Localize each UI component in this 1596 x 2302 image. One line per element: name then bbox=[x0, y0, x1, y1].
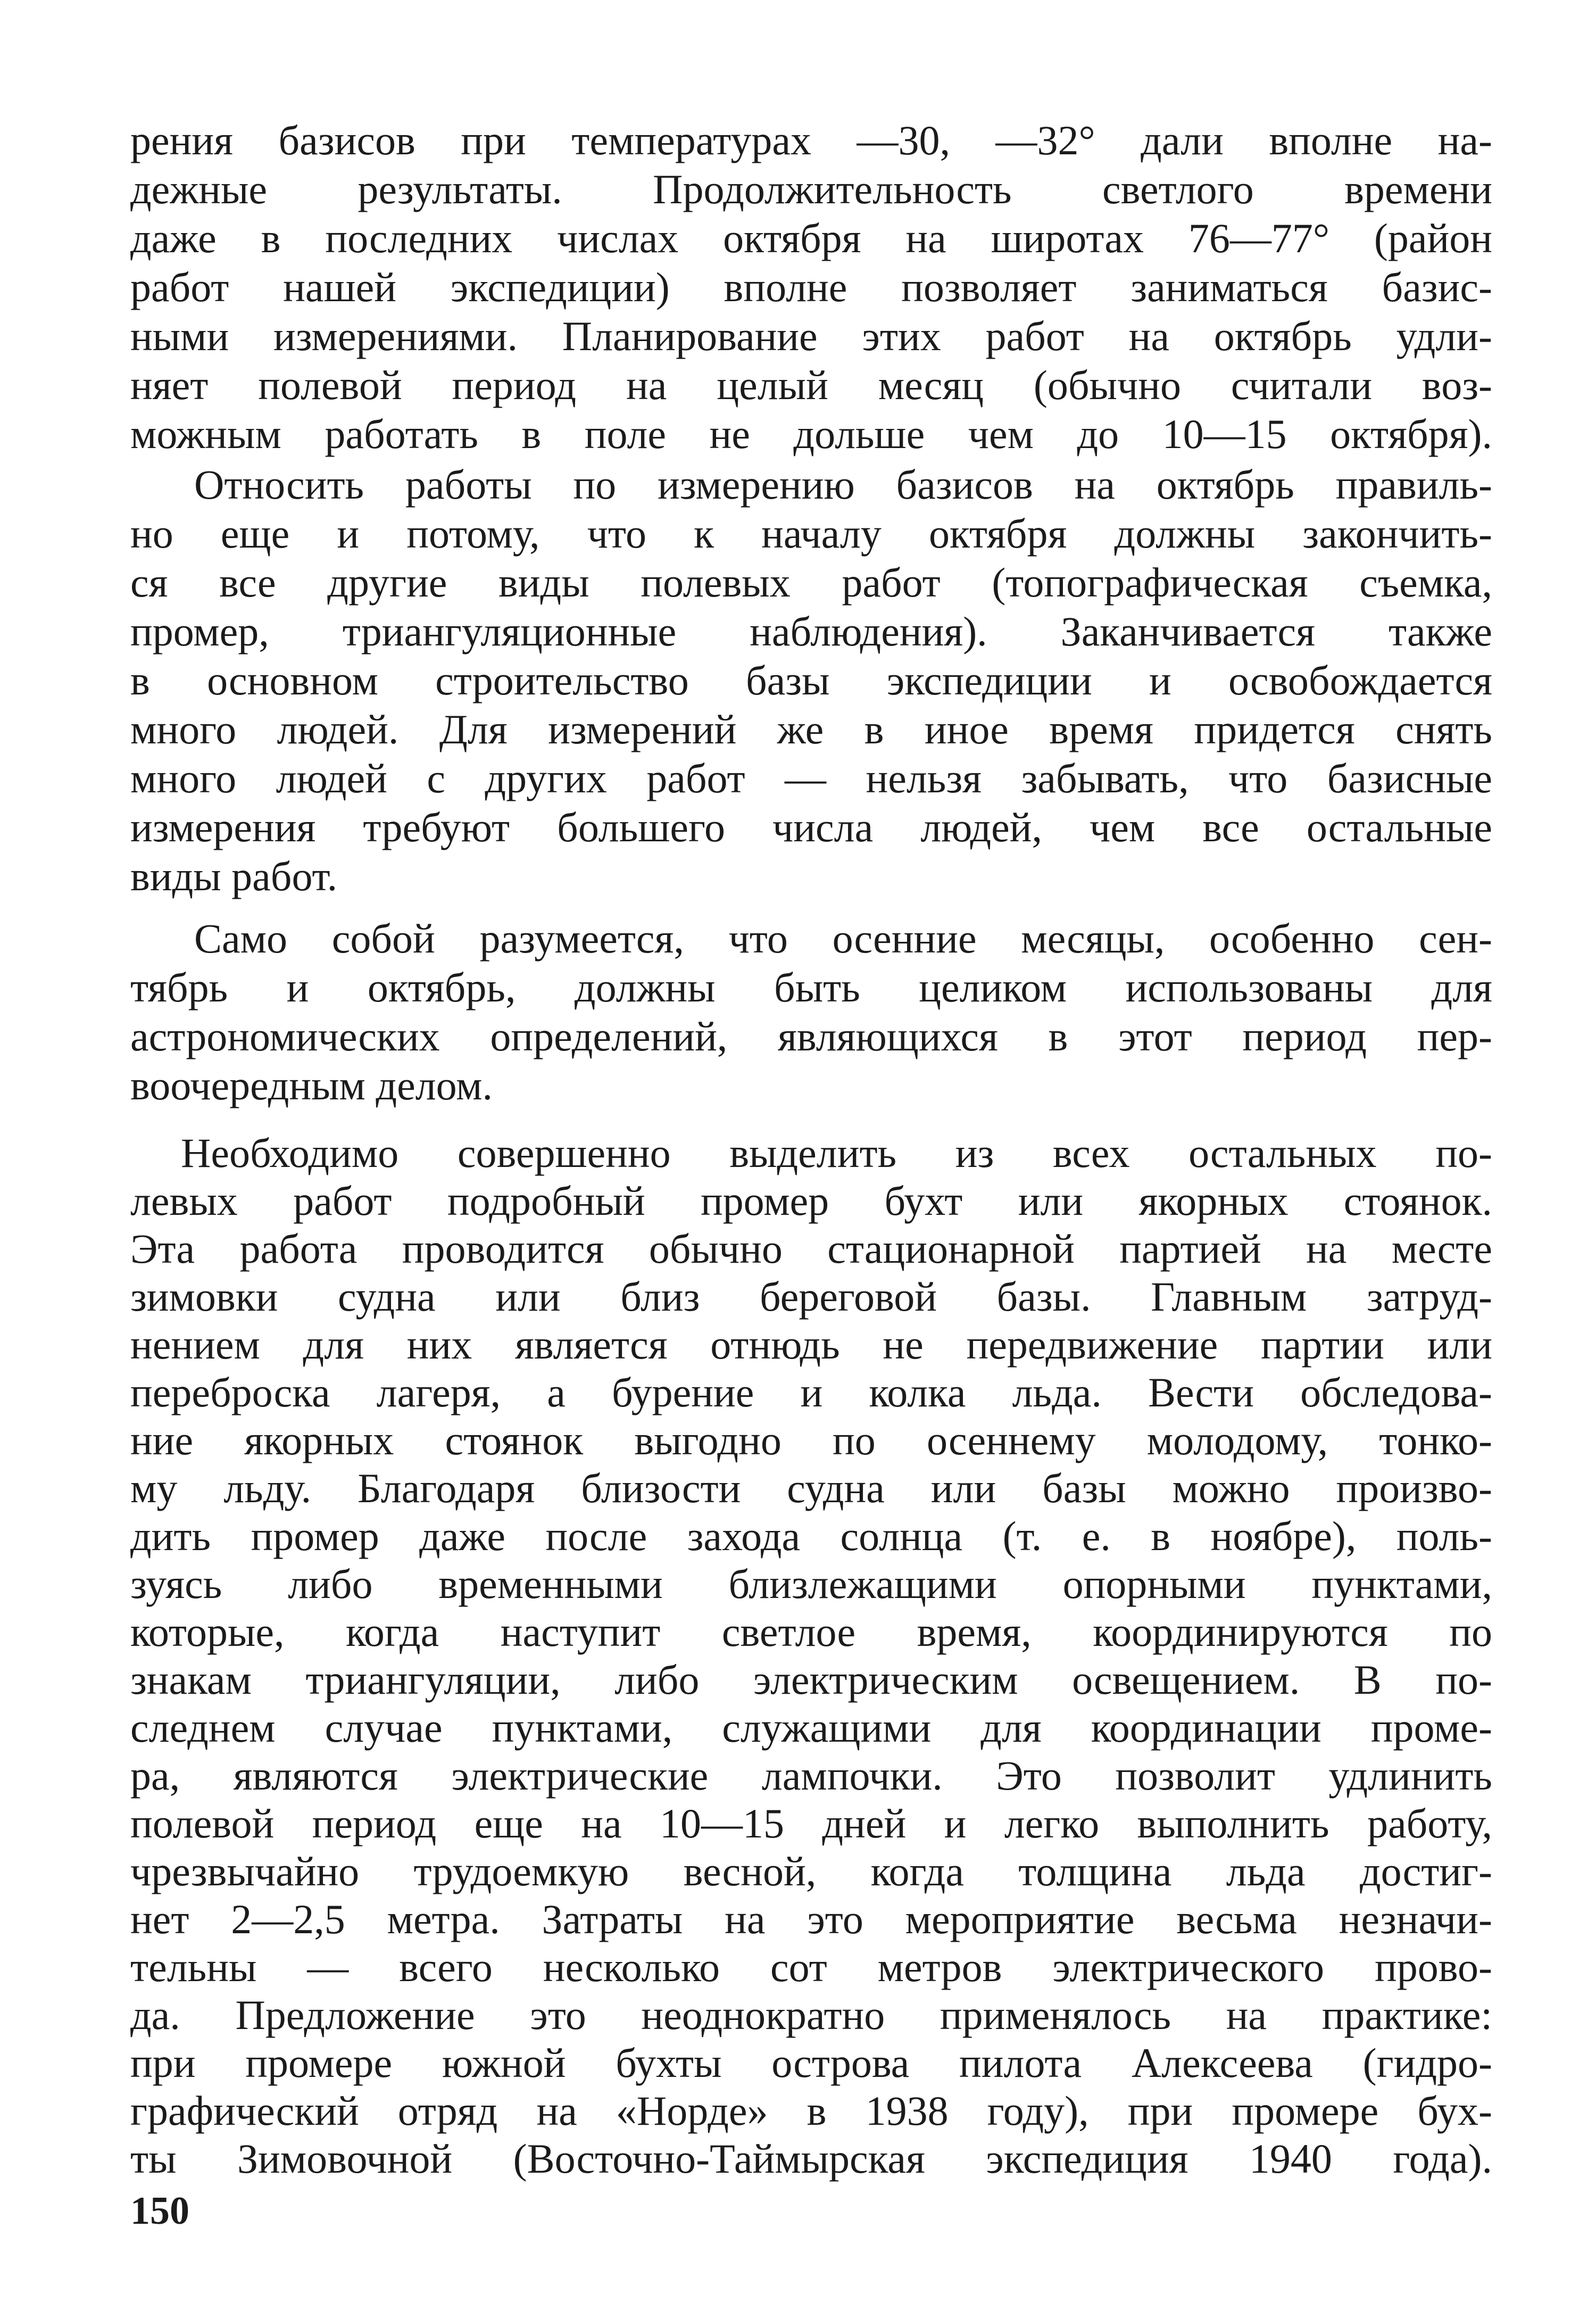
text-line: тельны — всего несколько сот метров электрического прово- bbox=[130, 1944, 1492, 1990]
text-line: ся все другие виды полевых работ (топографическая съемка, bbox=[130, 559, 1492, 606]
text-line: даже в последних числах октября на широтах 76—77° (район bbox=[130, 215, 1492, 261]
text-line: Само собой разумеется, что осенние месяцы, особенно сен- bbox=[194, 915, 1492, 962]
text-line: графический отряд на «Норде» в 1938 году), при промере бух- bbox=[130, 2088, 1492, 2134]
text-line: переброска лагеря, а бурение и колка льда. Вести обследова- bbox=[130, 1369, 1492, 1415]
text-line: нет 2—2,5 метра. Затраты на это мероприятие весьма незначи- bbox=[130, 1896, 1492, 1942]
text-line: в основном строительство базы экспедиции и освобождается bbox=[130, 657, 1492, 703]
text-line: измерения требуют большего числа людей, чем все остальные bbox=[130, 804, 1492, 850]
paragraph-continuation bbox=[130, 116, 1492, 459]
text-line: ние якорных стоянок выгодно по осеннему молодому, тонко- bbox=[130, 1417, 1492, 1463]
text-line: няет полевой период на целый месяц (обычно считали воз- bbox=[130, 362, 1492, 408]
page-number: 150 bbox=[130, 2189, 189, 2233]
text-line: зимовки судна или близ береговой базы. Главным затруд- bbox=[130, 1273, 1492, 1320]
text-line: много людей с других работ — нельзя забывать, что базисные bbox=[130, 755, 1492, 801]
text-line: виды работ. bbox=[130, 853, 338, 899]
text-line: Необходимо совершенно выделить из всех остальных по- bbox=[181, 1130, 1492, 1176]
text-line: рения базисов при температурах —30, —32° дали вполне на- bbox=[130, 117, 1492, 163]
text-line: которые, когда наступит светлое время, координируются по bbox=[130, 1609, 1492, 1655]
text-line: му льду. Благодаря близости судна или базы можно произво- bbox=[130, 1465, 1492, 1511]
text-line: чрезвычайно трудоемкую весной, когда толщина льда достиг- bbox=[130, 1848, 1492, 1894]
text-line: много людей. Для измерений же в иное время придется снять bbox=[130, 706, 1492, 752]
text-line: полевой период еще на 10—15 дней и легко выполнить работу, bbox=[130, 1800, 1492, 1846]
text-line: ра, являются электрические лампочки. Это позволит удлинить bbox=[130, 1752, 1492, 1799]
text-line: дить промер даже после захода солнца (т. е. в ноябре), поль- bbox=[130, 1513, 1492, 1559]
text-line: дежные результаты. Продолжительность светлого времени bbox=[130, 166, 1492, 212]
text-line: нением для них является отнюдь не передвижение партии или bbox=[130, 1321, 1492, 1368]
paragraph bbox=[130, 460, 1492, 901]
text-line: левых работ подробный промер бухт или якорных стоянок. bbox=[130, 1178, 1492, 1224]
text-line: но еще и потому, что к началу октября должны закончить- bbox=[130, 510, 1492, 557]
text-line: воочередным делом. bbox=[130, 1062, 493, 1108]
text-line: знакам триангуляции, либо электрическим освещением. В по- bbox=[130, 1657, 1492, 1703]
text-line: Эта работа проводится обычно стационарной партией на месте bbox=[130, 1225, 1492, 1272]
text-line: можным работать в поле не дольше чем до 10—15 октября). bbox=[130, 411, 1492, 457]
paragraph bbox=[130, 914, 1492, 1110]
text-line: ными измерениями. Планирование этих работ на октябрь удли- bbox=[130, 313, 1492, 359]
text-line: при промере южной бухты острова пилота Алексеева (гидро- bbox=[130, 2040, 1492, 2086]
text-line: следнем случае пунктами, служащими для координации проме- bbox=[130, 1704, 1492, 1751]
text-line: работ нашей экспедиции) вполне позволяет заниматься базис- bbox=[130, 264, 1492, 310]
text-line: тябрь и октябрь, должны быть целиком использованы для bbox=[130, 964, 1492, 1011]
text-line: да. Предложение это неоднократно применялось на практике: bbox=[130, 1992, 1492, 2038]
text-line: ты Зимовочной (Восточно-Таймырская экспедиция 1940 года). bbox=[130, 2135, 1492, 2182]
paragraph bbox=[130, 1129, 1492, 2183]
text-line: Относить работы по измерению базисов на октябрь правиль- bbox=[194, 461, 1492, 508]
text-line: астрономических определений, являющихся в этот период пер- bbox=[130, 1013, 1492, 1059]
text-line: зуясь либо временными близлежащими опорными пунктами, bbox=[130, 1561, 1492, 1607]
text-line: промер, триангуляционные наблюдения). Заканчивается также bbox=[130, 608, 1492, 655]
